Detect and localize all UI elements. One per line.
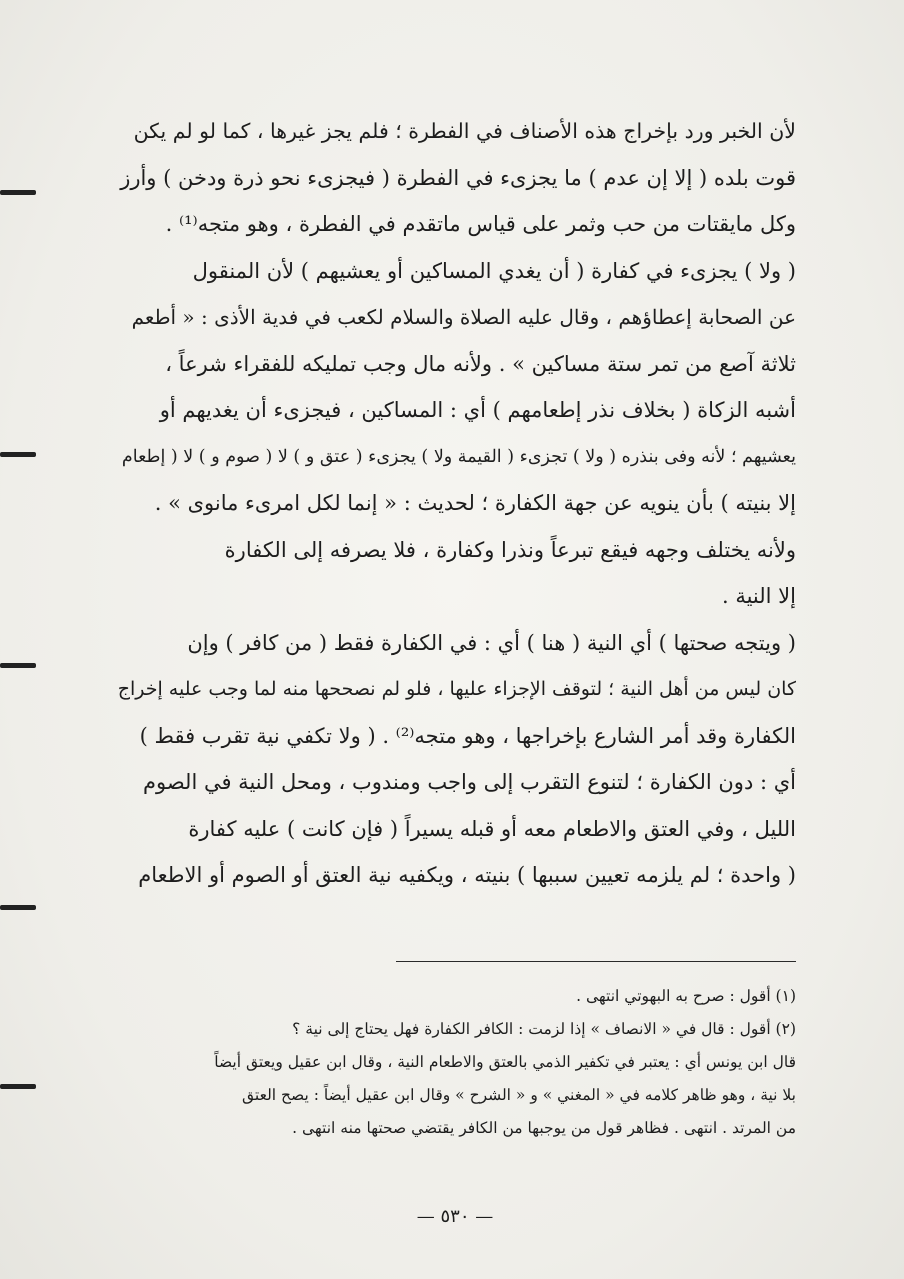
text-line: الكفارة وقد أمر الشارع بإخراجها ، وهو متجه⁽²⁾ . ( ولا تكفي نية تقرب فقط ) xyxy=(139,723,796,748)
scan-edge-mark xyxy=(0,452,36,457)
page-number: — ٥٣٠ — xyxy=(416,1206,494,1227)
text-line: ولأنه يختلف وجهه فيقع تبرعاً ونذرا وكفارة ، فلا يصرفه إلى الكفارة xyxy=(224,537,796,562)
text-line: وكل مايقتات من حب وثمر على قياس ماتقدم في الفطرة ، وهو متجه⁽¹⁾ . xyxy=(165,212,796,236)
text-line: كان ليس من أهل النية ؛ لتوقف الإجزاء عليها ، فلو لم نصححها منه لما وجب عليه إخراج xyxy=(118,678,796,700)
text-line: لأن الخبر ورد بإخراج هذه الأصناف في الفطرة ؛ فلم يجز غيرها ، كما لو لم يكن xyxy=(133,119,796,143)
footnote-line: بلا نية ، وهو ظاهر كلامه في « المغني » و « الشرح » وقال ابن عقيل أيضاً : يصح العتق xyxy=(241,1086,796,1104)
text-line: ثلاثة آصع من تمر ستة مساكين » . ولأنه مال وجب تمليكه للفقراء شرعاً ، xyxy=(165,351,796,376)
footnote-line: (١) أقول : صرح به البهوتي انتهى . xyxy=(576,987,796,1005)
text-line: إلا بنيته ) بأن ينويه عن جهة الكفارة ؛ لحديث : « إنما لكل امرىء مانوى » . xyxy=(154,491,796,515)
text-line: أشبه الزكاة ( بخلاف نذر إطعامهم ) أي : المساكين ، فيجزىء أن يغديهم أو xyxy=(159,398,796,422)
footnote-divider xyxy=(396,961,796,962)
footnote-line: من المرتد . انتهى . فظاهر قول من يوجبها من الكافر يقتضي صحتها منه انتهى . xyxy=(292,1119,796,1137)
text-line: أي : دون الكفارة ؛ لتنوع التقرب إلى واجب ومندوب ، ومحل النية في الصوم xyxy=(143,770,796,794)
text-line: الليل ، وفي العتق والاطعام معه أو قبله يسيراً ( فإن كانت ) عليه كفارة xyxy=(188,816,796,841)
scan-edge-mark xyxy=(0,1084,36,1089)
scan-edge-mark xyxy=(0,663,36,668)
text-line: قوت بلده ( إلا إن عدم ) ما يجزىء في الفطرة ( فيجزىء نحو ذرة ودخن ) وأرز xyxy=(120,165,796,190)
text-line: عن الصحابة إعطاؤهم ، وقال عليه الصلاة والسلام لكعب في فدية الأذى : « أطعم xyxy=(131,305,796,329)
text-line: ( ولا ) يجزىء في كفارة ( أن يغدي المساكين أو يعشيهم ) لأن المنقول xyxy=(192,258,796,283)
main-text xyxy=(118,108,796,899)
text-line: ( واحدة ؛ لم يلزمه تعيين سببها ) بنيته ، ويكفيه نية العتق أو الصوم أو الاطعام xyxy=(138,863,796,887)
footnote-line: (٢) أقول : قال في « الانصاف » إذا لزمت : الكافر الكفارة فهل يحتاج إلى نية ؟ xyxy=(292,1020,796,1038)
text-line: إلا النية . xyxy=(721,584,796,608)
footnote-line: قال ابن يونس أي : يعتبر في تكفير الذمي بالعتق والاطعام النية ، وقال ابن عقيل ويعتق أيضاً xyxy=(214,1053,796,1071)
text-line: يعشيهم ؛ لأنه وفى بنذره ( ولا ) تجزىء ( القيمة ولا ) يجزىء ( عتق و ) لا ( صوم و ) لا ( إطعام xyxy=(121,446,796,467)
footnotes xyxy=(118,980,796,1145)
scan-edge-mark xyxy=(0,190,36,195)
scan-edge-mark xyxy=(0,905,36,910)
text-line: ( ويتجه صحتها ) أي النية ( هنا ) أي : في الكفارة فقط ( من كافر ) وإن xyxy=(187,630,796,655)
